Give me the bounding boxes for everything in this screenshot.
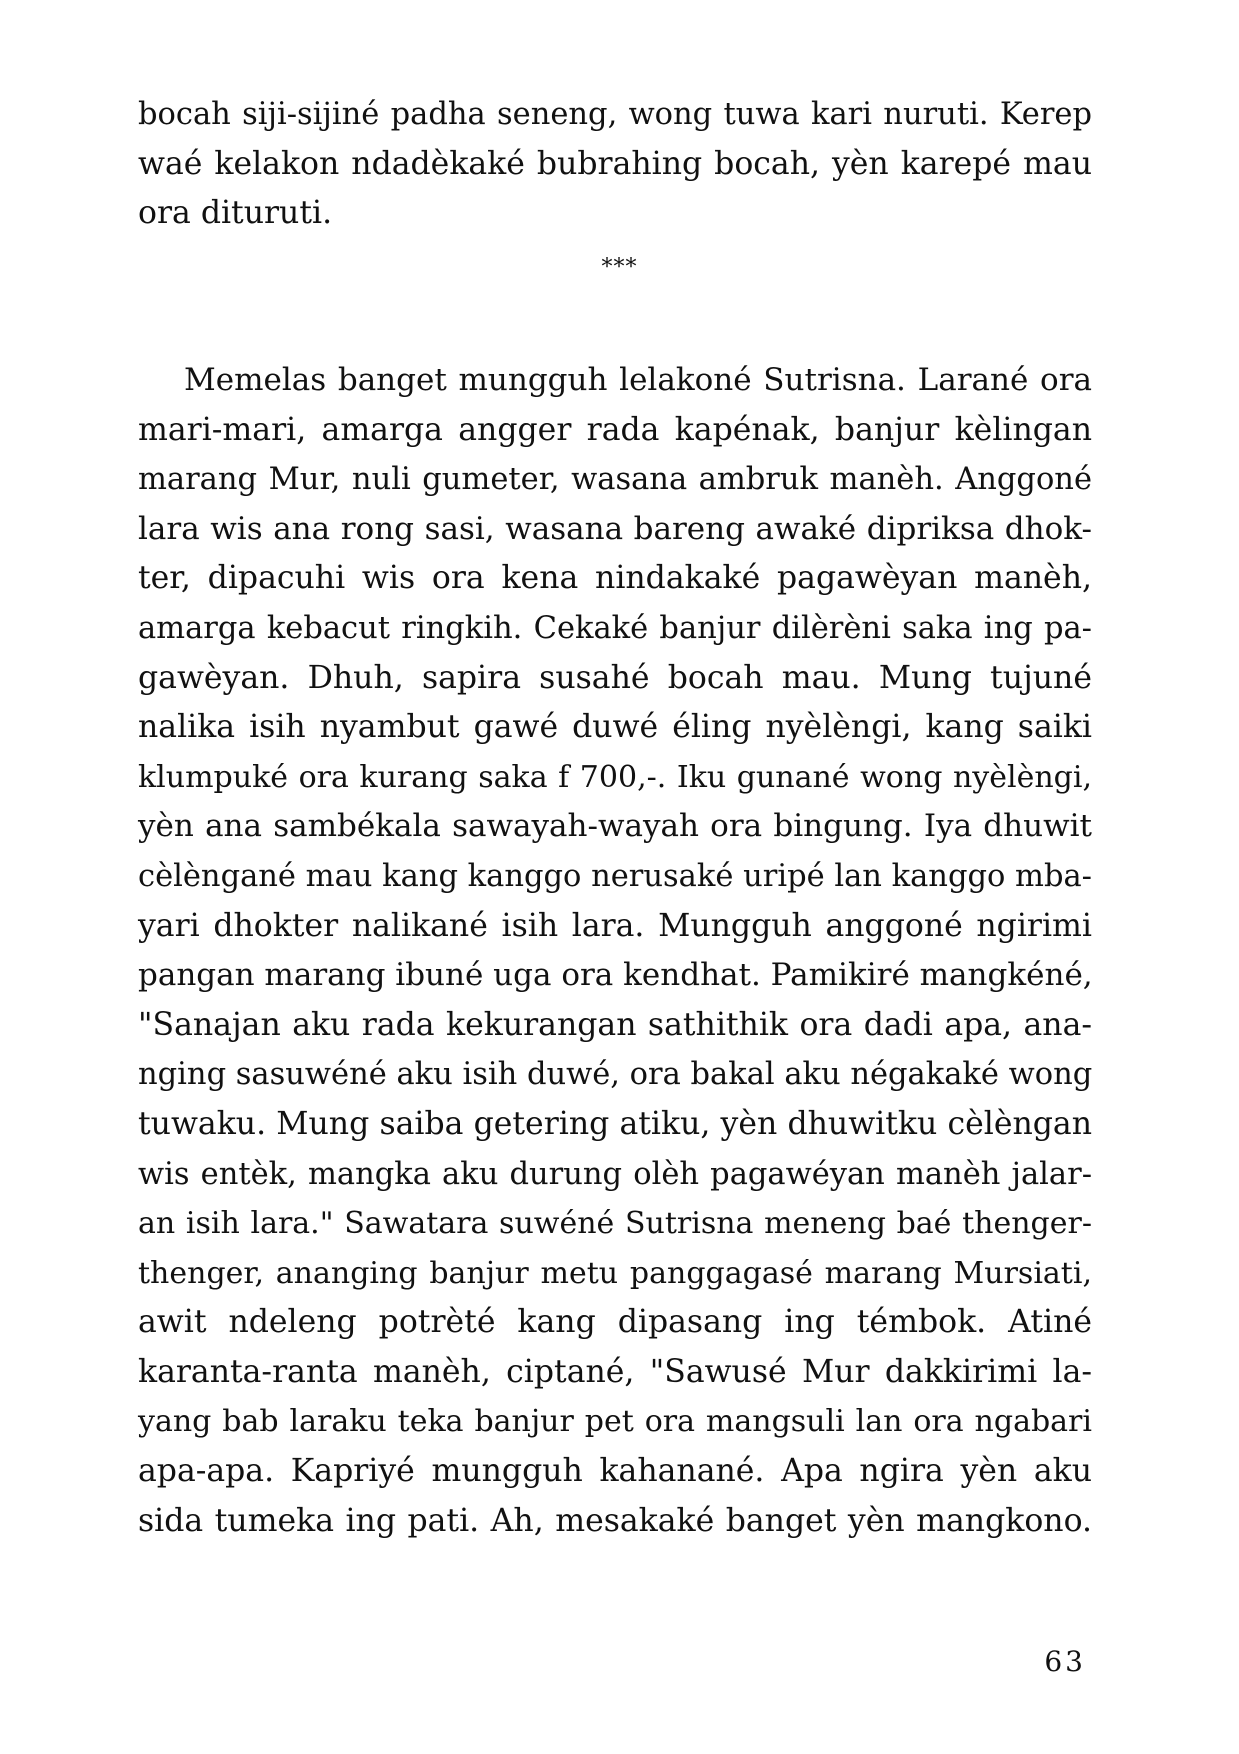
text-line: waé kelakon ndadèkaké bubrahing bocah, yèn karepé mau (138, 145, 1092, 182)
text-line: amarga kebacut ringkih. Cekaké banjur dilèrèni saka ing pa- (138, 610, 1092, 646)
text-line: bocah siji-sijiné padha seneng, wong tuwa kari nuruti. Kerep (138, 97, 1092, 132)
text-line: lara wis ana rong sasi, wasana bareng awaké dipriksa dhok- (138, 510, 1092, 547)
text-line: yèn ana sambékala sawayah-wayah ora bingung. Iya dhuwit (138, 808, 1092, 845)
text-line: marang Mur, nuli gumeter, wasana ambruk manèh. Anggoné (138, 462, 1092, 498)
paragraph-continued (138, 90, 1092, 239)
text-line: nalika isih nyambut gawé duwé éling nyèlèngi, kang saiki (138, 709, 1092, 746)
text-line: ter, dipacuhi wis ora kena nindakaké pagawèyan manèh, (138, 560, 1092, 597)
text-line: nging sasuwéné aku isih duwé, ora bakal aku négakaké wong (138, 1057, 1093, 1093)
text-line: Memelas banget mungguh lelakoné Sutrisna. Larané ora (184, 362, 1092, 398)
text-line: gawèyan. Dhuh, sapira susahé bocah mau. Mung tujuné (138, 659, 1092, 696)
text-line: cèlèngané mau kang kanggo nerusaké uripé lan kanggo mba- (138, 858, 1092, 894)
text-line: yari dhokter nalikané isih lara. Mungguh anggoné ngirimi (138, 907, 1092, 944)
text-line: pangan marang ibuné uga ora kendhat. Pamikiré mangkéné, (138, 957, 1093, 994)
text-line: ora dituruti. (138, 195, 333, 232)
page-number: 63 (1044, 1645, 1086, 1678)
text-line: klumpuké ora kurang saka f 700,-. Iku gunané wong nyèlèngi, (138, 759, 1092, 795)
text-line: yang bab laraku teka banjur pet ora mangsuli lan ora ngabari (138, 1404, 1092, 1440)
text-line: "Sanajan aku rada kekurangan sathithik ora dadi apa, ana- (138, 1006, 1092, 1043)
text-line: apa-apa. Kapriyé mungguh kahanané. Apa ngira yèn aku (138, 1453, 1092, 1490)
text-line: awit ndeleng potrèté kang dipasang ing témbok. Atiné (138, 1304, 1092, 1341)
text-line: sida tumeka ing pati. Ah, mesakaké banget yèn mangkono. (138, 1502, 1092, 1539)
text-line: mari-mari, amarga angger rada kapénak, banjur kèlingan (138, 411, 1092, 448)
section-separator: *** (601, 255, 638, 280)
text-line: an isih lara." Sawatara suwéné Sutrisna meneng baé thenger- (138, 1206, 1092, 1242)
text-line: thenger, ananging banjur metu panggagasé marang Mursiati, (138, 1255, 1092, 1291)
text-line: tuwaku. Mung saiba getering atiku, yèn dhuwitku cèlèngan (138, 1105, 1092, 1142)
paragraph-main (138, 356, 1092, 1546)
text-line: karanta-ranta manèh, ciptané, "Sawusé Mur dakkirimi la- (138, 1353, 1092, 1390)
text-line: wis entèk, mangka aku durung olèh pagawéyan manèh jalar- (138, 1156, 1092, 1192)
